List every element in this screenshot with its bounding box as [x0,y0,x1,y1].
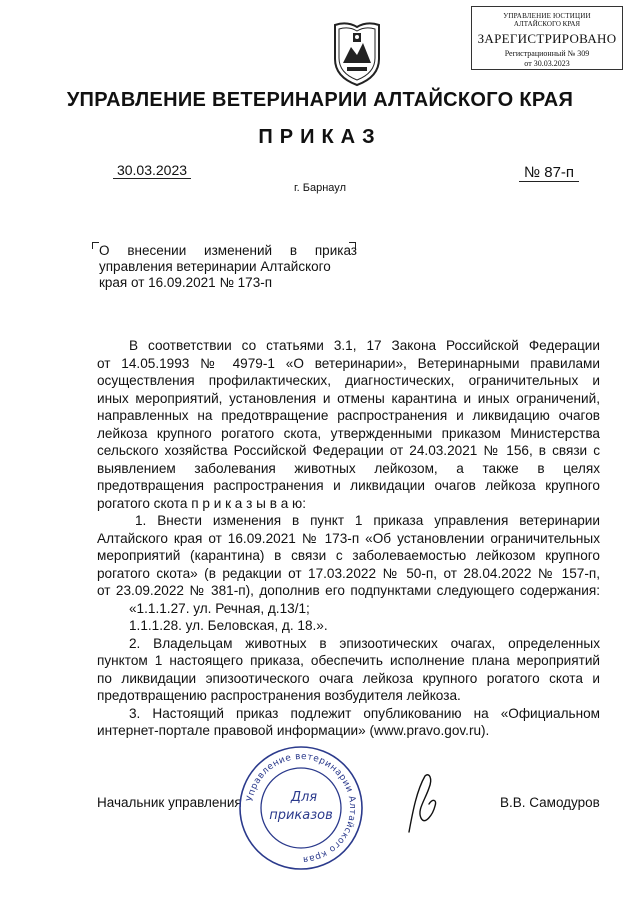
stamp-reg-date: от 30.03.2023 [524,59,570,68]
seal-ring-text: Управление ветеринарии Алтайского края [245,751,358,865]
preamble-line: от 14.05.1993 № 4979-1 «О ветеринарии», Ветеринарными правилами [97,355,600,371]
preamble-line: осуществления профилактических, диагностических, ограничительных и [97,373,600,388]
item2-line: пунктом 1 настоящего приказа, обеспечить исполнение плана мероприятий [97,653,600,668]
item1-line: 1. Внести изменения в пункт 1 приказа управления ветеринарии [135,513,600,528]
seal-center-text-2: приказов [269,808,333,823]
preamble-line: В соответствии со статьями 3.1, 17 Закона Российской Федерации [129,338,600,353]
signatory-position: Начальник управления [97,795,242,810]
item1-line: мероприятий (карантина) в связи с заболеваемостью лейкозом крупного [97,548,600,563]
preamble-line: рогатого скота п р и к а з ы в а ю: [97,495,307,511]
document-date: 30.03.2023 [113,162,191,179]
official-seal-icon [236,743,366,873]
stamp-reg-number: Регистрационный № 309 [504,49,590,58]
coat-of-arms-icon [329,19,385,87]
signatory-name: В.В. Самодуров [500,795,600,810]
subject-bracket-left [92,242,99,249]
subject-line: О внесении изменений в приказ [99,243,357,258]
document-city: г. Барнаул [294,182,346,194]
stamp-region-line: АЛТАЙСКОГО КРАЯ [513,20,581,28]
stamp-status: ЗАРЕГИСТРИРОВАНО [477,31,617,46]
item2-line: предотвращению распространения возбудителя лейкоза. [97,688,461,703]
seal-center-text-1: Для [290,790,318,805]
document-number: № 87-п [519,164,579,182]
item3-line: интернет-портале правовой информации» (www.pravo.gov.ru). [97,723,490,738]
item3-line: 3. Настоящий приказ подлежит опубликованию на «Официальном [129,705,600,721]
item2-line: 2. Владельцам животных в эпизоотических очагах, определенных [129,635,600,651]
subject-line: края от 16.09.2021 № 173-п [99,275,273,290]
order-body [97,337,600,740]
subject-line: управления ветеринарии Алтайского [99,259,331,274]
item1-line: рогатого скота» (в редакции от 17.03.2022 № 50-п, от 28.04.2022 № 157-п, [97,565,600,581]
preamble-line: иных мероприятий, установления и отмены карантина и иных ограничений, [97,390,600,406]
subitem-line: 1.1.1.28. ул. Беловская, д. 18.». [129,618,328,633]
preamble-line: предотвращения распространения и ликвидации очагов лейкоза крупного [97,478,600,493]
item1-line: от 23.09.2022 № 381-п), дополнив его подпунктами следующего содержания: [97,583,600,598]
stamp-authority-line: УПРАВЛЕНИЕ ЮСТИЦИИ [503,12,591,20]
subject-block [99,243,357,291]
preamble-line: лейкоза крупного рогатого скота, утвержденными приказом Министерства [97,425,600,441]
item2-line: по ликвидации эпизоотического очага лейкоза крупного рогатого скота и [97,670,600,686]
organization-title: УПРАВЛЕНИЕ ВЕТЕРИНАРИИ АЛТАЙСКОГО КРАЯ [66,89,574,111]
preamble-line: направленных на предотвращение распространения и ликвидацию очагов [97,408,600,423]
item1-line: Алтайского края от 16.09.2021 № 173-п «Об установлении ограничительных [97,530,600,546]
registration-stamp [471,6,623,70]
preamble-line: выявлением заболевания животных лейкозом, а также в целях [97,460,600,476]
handwritten-signature-icon [403,770,443,840]
document-type-title: ПРИКАЗ [258,126,382,148]
preamble-line: сельского хозяйства Российской Федерации от 24.03.2021 № 156, в связи с [97,443,600,458]
subitem-line: «1.1.1.27. ул. Речная, д.13/1; [129,600,310,616]
